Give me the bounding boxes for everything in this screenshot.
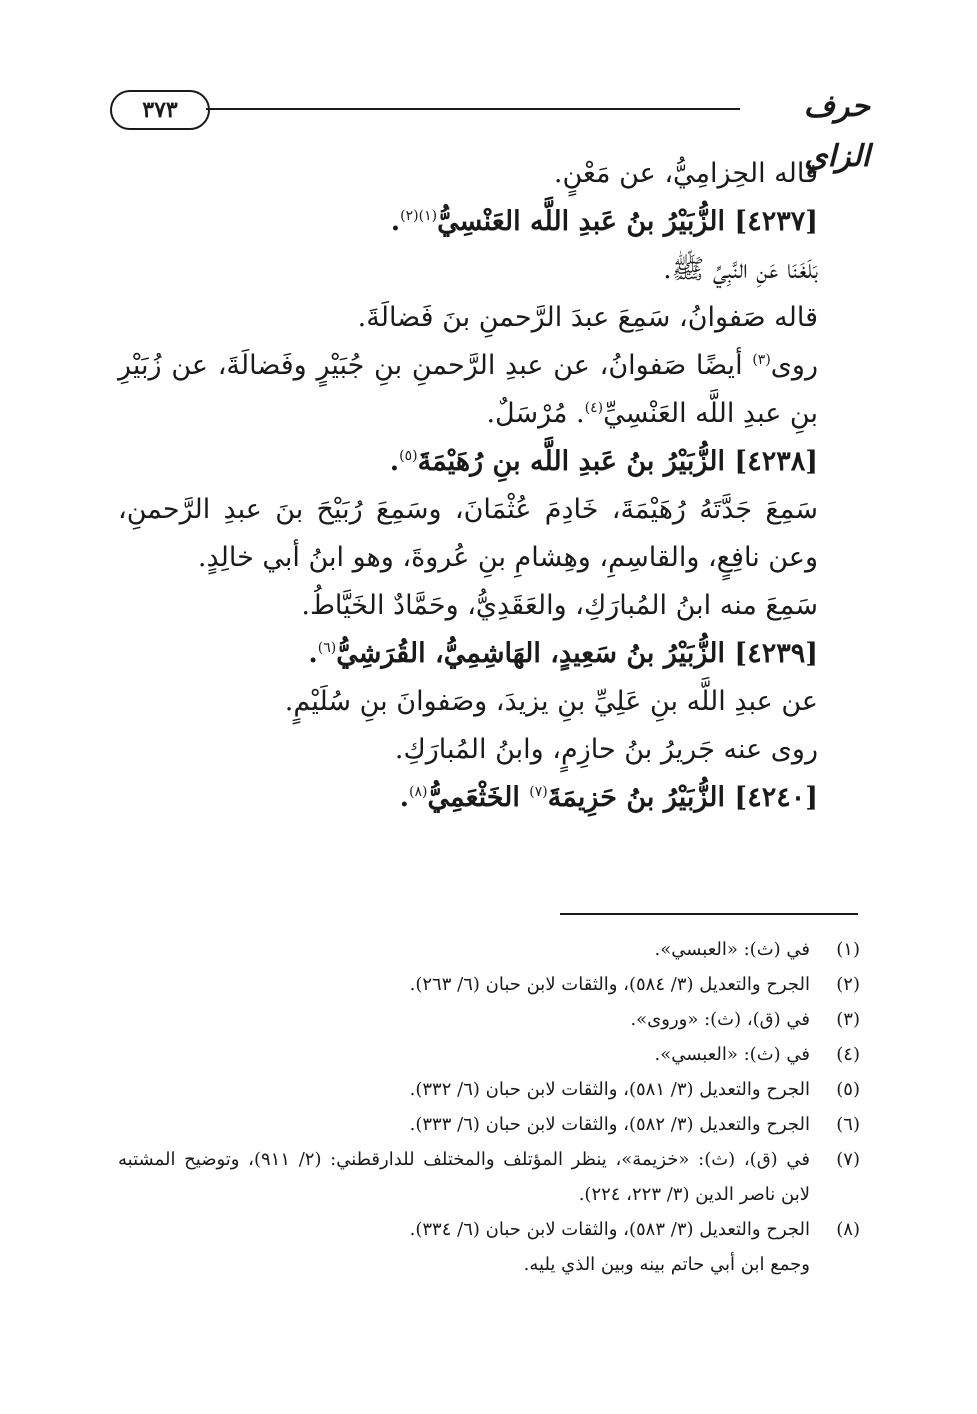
footnote-continuation: وجمع ابن أبي حاتم بينه وبين الذي يليه. xyxy=(523,1254,810,1275)
text-paragraph xyxy=(118,342,840,438)
text-line: قاله الحِزامِيُّ، عن مَعْنٍ. xyxy=(553,158,818,189)
text-span: روى xyxy=(770,350,818,381)
footnote-ref: (٧) xyxy=(529,784,548,800)
footnote-text: في (ث): «العبسي». xyxy=(654,1044,810,1065)
footnote-text: الجرح والتعديل (٣/ ٥٨٣)، والثقات لابن حبان (٦/ ٣٣٤). xyxy=(409,1219,810,1240)
text-line: روى عنه جَريرُ بنُ حازِمٍ، وابنُ المُبارَكِ. xyxy=(394,734,818,765)
running-title: حرف الزاي xyxy=(803,89,870,174)
page-number: ٣٧٣ xyxy=(110,90,210,130)
main-text xyxy=(118,150,840,822)
footnote-text: الجرح والتعديل (٣/ ٥٨١)، والثقات لابن حبان (٦/ ٣٣٢). xyxy=(409,1079,810,1100)
footnote-item xyxy=(118,1212,860,1247)
footnote-number: (٧) xyxy=(836,1149,860,1170)
footnote-ref: (٦) xyxy=(317,640,337,656)
footnote-text: في (ق)، (ث): «وروى». xyxy=(630,1009,810,1030)
footnote-number: (٢) xyxy=(836,974,860,995)
period: . xyxy=(390,206,401,237)
text-line: قاله صَفوانُ، سَمِعَ عبدَ الرَّحمنِ بنَ فَضالَةَ. xyxy=(357,302,818,333)
entry-name: الزُّبَيْرُ بنُ سَعِيدٍ، الهَاشِمِيُّ، القُرَشِيُّ xyxy=(336,638,726,669)
text-paragraph: سَمِعَ جَدَّتَهُ رُهَيْمَةَ، خَادِمَ عُثْمَانَ، وسَمِعَ رُبَيْحَ بنَ عبدِ الرَّحمنِ، وعن نافِعٍ، والقاسِمِ، وهِشامِ بنِ عُروةَ، وهو ابنُ أبي خالِدٍ. xyxy=(118,494,818,573)
footnote-item xyxy=(118,1072,860,1107)
text-span: أيضًا صَفوانُ، عن عبدِ الرَّحمنِ بنِ جُبَيْرٍ وفَضالَةَ، عن زُبَيْرِ بنِ عبدِ اللَّه العَنْسِيِّ xyxy=(118,350,818,429)
text-line: بَلَغَنَا عَنِ النَّبِيِّ ﷺ. xyxy=(663,254,818,285)
entry-name: الزُّبَيْرُ بنُ عَبدِ اللَّه العَنْسِيُّ xyxy=(437,206,726,237)
entry-number: [٤٢٤٠] xyxy=(734,782,818,813)
entry-name: الزُّبَيْرُ بنُ عَبدِ اللَّه بنِ رُهَيْمَةَ xyxy=(417,446,726,477)
entry-heading xyxy=(118,438,840,486)
footnote-item xyxy=(118,1002,860,1037)
footnote-number: (٤) xyxy=(836,1044,860,1065)
footnote-number: (٣) xyxy=(836,1009,860,1030)
footnote-number: (٦) xyxy=(836,1114,860,1135)
footnote-text: في (ث): «العبسي». xyxy=(654,939,810,960)
footnote-text: في (ق)، (ث): «خزيمة»، ينظر المؤتلف والمختلف للدارقطني: (٢/ ٩١١)، وتوضيح المشتبه لابن ناصر الدين (٣/ ٢٢٣، ٢٢٤). xyxy=(118,1149,810,1205)
footnote-item xyxy=(118,1142,860,1212)
footnote-item xyxy=(118,967,860,1002)
entry-name: الزُّبَيْرُ بنُ حَزِيمَةَ xyxy=(547,782,726,813)
header-rule xyxy=(206,108,740,110)
footnote-item xyxy=(118,932,860,967)
footnote-number: (٥) xyxy=(836,1079,860,1100)
footnote-number: (٨) xyxy=(836,1219,860,1240)
footnote-ref: (٥) xyxy=(399,448,418,464)
footnote-number: (١) xyxy=(836,939,860,960)
footnotes xyxy=(118,932,860,1282)
entry-number: [٤٢٣٩] xyxy=(734,638,818,669)
footnote-ref: (٣) xyxy=(752,352,771,368)
footnote-text: الجرح والتعديل (٣/ ٥٨٢)، والثقات لابن حبان (٦/ ٣٣٣). xyxy=(409,1114,810,1135)
entry-number: [٤٢٣٧] xyxy=(734,206,818,237)
period: . xyxy=(399,782,409,813)
period: . xyxy=(308,638,318,669)
text-line: عن عبدِ اللَّه بنِ عَلِيِّ بنِ يزيدَ، وصَفوانَ بنِ سُلَيْمٍ. xyxy=(284,686,818,717)
footnote-ref: (٤) xyxy=(584,400,604,416)
period: . xyxy=(389,446,400,477)
footnote-ref: (١)(٢) xyxy=(400,208,438,224)
footnote-separator xyxy=(560,913,858,915)
footnote-item xyxy=(118,1037,860,1072)
footnote-item xyxy=(118,1107,860,1142)
footnote-ref: (٨) xyxy=(408,784,428,800)
entry-number: [٤٢٣٨] xyxy=(734,446,818,477)
text-span: . مُرْسَلٌ. xyxy=(486,398,585,429)
entry-heading xyxy=(118,774,840,822)
entry-heading xyxy=(118,198,840,246)
footnote-text: الجرح والتعديل (٣/ ٥٨٤)، والثقات لابن حبان (٦/ ٢٦٣). xyxy=(409,974,810,995)
entry-heading xyxy=(118,630,840,678)
text-line: سَمِعَ منه ابنُ المُبارَكِ، والعَقَدِيُّ، وحَمَّادٌ الخَيَّاطُ. xyxy=(301,590,818,621)
entry-name-tail: الخَثْعَمِيُّ xyxy=(427,782,530,813)
